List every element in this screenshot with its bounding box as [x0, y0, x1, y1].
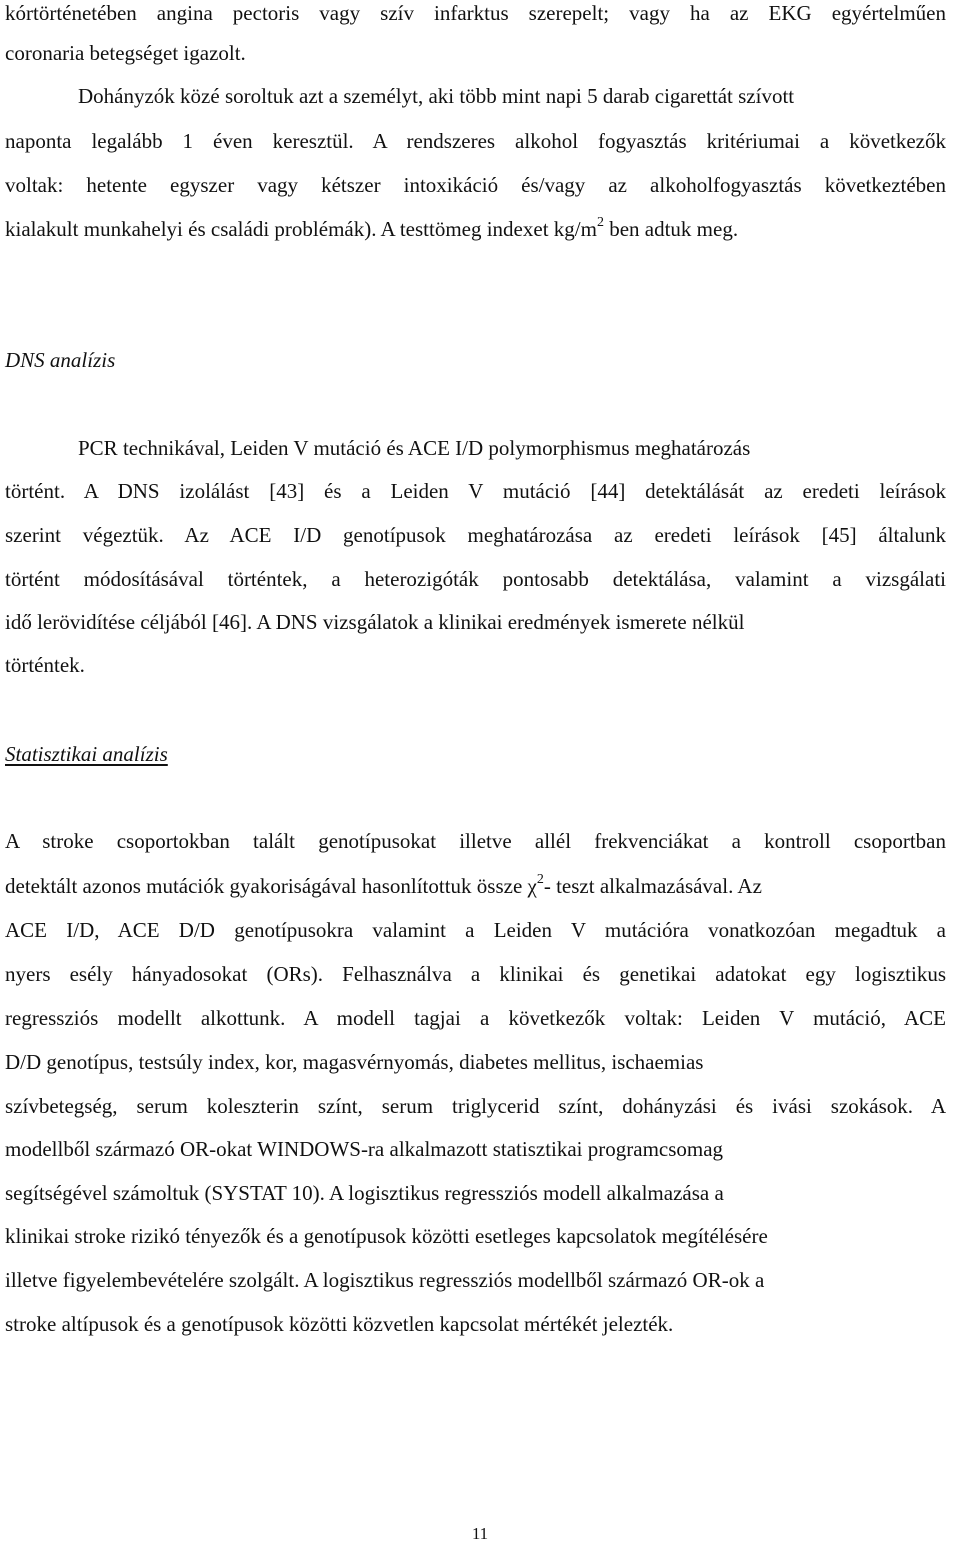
text-line: [5, 873, 762, 899]
text-line: nyers esély hányadosokat (ORs). Felhasználva a klinikai és genetikai adatokat egy logisztikus: [5, 962, 946, 986]
superscript: 2: [596, 215, 604, 230]
text-line: PCR technikával, Leiden V mutáció és ACE I/D polymorphismus meghatározás: [78, 436, 751, 460]
text-line: D/D genotípus, testsúly index, kor, magasvérnyomás, diabetes mellitus, ischaemias: [5, 1050, 704, 1074]
text-line: naponta legalább 1 éven keresztül. A rendszeres alkohol fogyasztás kritériumai a következők: [5, 129, 946, 153]
text-line: szívbetegség, serum koleszterin színt, serum triglycerid színt, dohányzási és ivási szokások. A: [5, 1094, 946, 1118]
text-line: idő lerövidítése céljából [46]. A DNS vizsgálatok a klinikai eredmények ismerete nélkül: [5, 610, 745, 634]
text-fragment: kialakult munkahelyi és családi problémák). A testtömeg indexet kg/m: [5, 217, 597, 241]
text-line: ACE I/D, ACE D/D genotípusokra valamint a Leiden V mutációra vonatkozóan megadtuk a: [5, 918, 946, 942]
text-line: történt módosításával történtek, a heterozigóták pontosabb detektálása, valamint a vizsgálati: [5, 567, 946, 591]
text-line: illetve figyelembevételére szolgált. A logisztikus regressziós modellből származó OR-ok a: [5, 1268, 765, 1292]
text-fragment: ben adtuk meg.: [603, 217, 739, 241]
text-line: történt. A DNS izolálást [43] és a Leiden V mutáció [44] detektálását az eredeti leírások: [5, 479, 946, 503]
text-line: Dohányzók közé soroltuk azt a személyt, aki több mint napi 5 darab cigarettát szívott: [78, 84, 795, 108]
section-heading-dns: DNS analízis: [5, 348, 116, 372]
text-line: kórtörténetében angina pectoris vagy szív infarktus szerepelt; vagy ha az EKG egyértelműen: [5, 1, 946, 25]
page-number: 11: [471, 1524, 489, 1543]
text-fragment: - teszt alkalmazásával. Az: [543, 874, 762, 898]
text-line: voltak: hetente egyszer vagy kétszer intoxikáció és/vagy az alkoholfogyasztás következtében: [5, 173, 946, 197]
text-line: A stroke csoportokban talált genotípusokat illetve allél frekvenciákat a kontroll csoportban: [5, 829, 946, 853]
text-line: segítségével számoltuk (SYSTAT 10). A logisztikus regressziós modell alkalmazása a: [5, 1181, 724, 1205]
text-line: történtek.: [5, 653, 85, 677]
text-line: klinikai stroke rizikó tényezők és a genotípusok közötti esetleges kapcsolatok megítélésére: [5, 1224, 768, 1248]
text-line: szerint végeztük. Az ACE I/D genotípusok meghatározása az eredeti leírások [45] általunk: [5, 523, 946, 547]
section-heading-statistics: Statisztikai analízis: [5, 742, 168, 766]
text-line: [5, 216, 738, 242]
text-fragment: detektált azonos mutációk gyakoriságával hasonlítottuk össze χ: [5, 874, 537, 898]
text-line: coronaria betegséget igazolt.: [5, 41, 246, 65]
text-line: stroke altípusok és a genotípusok közötti közvetlen kapcsolat mértékét jelezték.: [5, 1312, 674, 1336]
superscript: 2: [536, 872, 544, 887]
text-line: modellből származó OR-okat WINDOWS-ra alkalmazott statisztikai programcsomag: [5, 1137, 724, 1161]
text-line: regressziós modellt alkottunk. A modell tagjai a következők voltak: Leiden V mutáció, ACE: [5, 1006, 946, 1030]
